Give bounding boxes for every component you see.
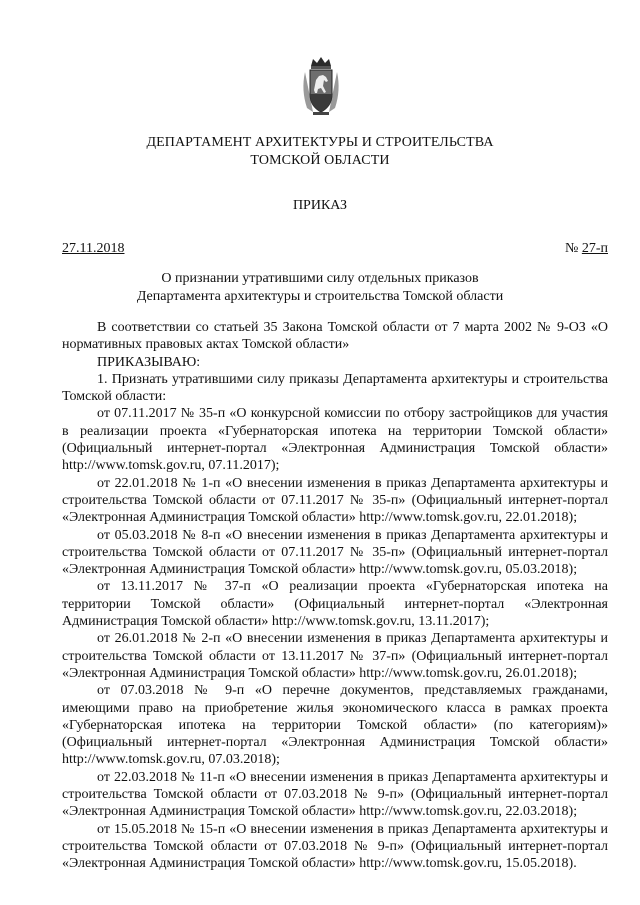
document-title [0, 270, 640, 306]
coat-of-arms-emblem [299, 56, 343, 116]
document-title-line2: Департамента архитектуры и строительства Томской области [136, 289, 504, 304]
repealed-order-item: от 26.01.2018 № 2-п «О внесении изменения в приказ Департамента архитектуры и строительства Томской области от 13.11.2017 № 37-п» (Официальный интернет-портал «Электронная Администрация Томской области» http://www.tomsk.gov.ru, 26.01.2018); [62, 631, 608, 681]
repealed-order-item: от 05.03.2018 № 8-п «О внесении изменения в приказ Департамента архитектуры и строительства Томской области от 07.11.2017 № 35-п» (Официальный интернет-портал «Электронная Администрация Томской области» http://www.tomsk.gov.ru, 05.03.2018); [62, 527, 608, 578]
document-body [62, 319, 608, 873]
repealed-order-item: от 22.03.2018 № 11-п «О внесении изменения в приказ Департамента архитектуры и строительства Томской области от 07.03.2018 № 9-п» (Официальный интернет-портал «Электронная Администрация Томской области» http://www.tomsk.gov.ru, 22.03.2018); [62, 769, 608, 820]
document-number-value: 27-п [581, 241, 608, 256]
preamble-paragraph: В соответствии со статьей 35 Закона Томской области от 7 марта 2002 № 9-ОЗ «О нормативных правовых актах Томской области» [62, 320, 608, 353]
organization-name-line2: ТОМСКОЙ ОБЛАСТИ [250, 153, 390, 168]
repealed-order-item: от 13.11.2017 № 37-п «О реализации проекта «Губернаторская ипотека на территории Томской области» (Официальный интернет-портал «Электронная Администрация Томской области» http://www.tomsk.gov.ru, 13.11.2017); [62, 579, 608, 630]
organization-name-line1: ДЕПАРТАМЕНТ АРХИТЕКТУРЫ И СТРОИТЕЛЬСТВА [146, 135, 494, 150]
repealed-order-item: от 07.11.2017 № 35-п «О конкурсной комиссии по отбору застройщиков для участия в реализации проекта «Губернаторская ипотека на территории Томской области» (Официальный интернет-портал «Электронная Администрация Томской области» http://www.tomsk.gov.ru, 07.11.2017); [62, 406, 608, 474]
order-word: ПРИКАЗЫВАЮ: [97, 354, 201, 370]
repealed-order-item: от 07.03.2018 № 9-п «О перечне документов, представляемых гражданами, имеющими право на приобретение жилья экономического класса в рамках проекта «Губернаторская ипотека на территории Томской области» (по категориям)» (Официальный интернет-портал «Электронная Администрация Томской области» http://www.tomsk.gov.ru, 07.03.2018); [62, 683, 608, 768]
document-title-line1: О признании утратившими силу отдельных приказов [161, 271, 479, 286]
item-1-paragraph: 1. Признать утратившими силу приказы Департамента архитектуры и строительства Томской области: [62, 371, 608, 405]
document-number-prefix: № [564, 241, 582, 256]
document-type: ПРИКАЗ [292, 198, 348, 213]
document-number [565, 241, 608, 257]
repealed-order-item: от 22.01.2018 № 1-п «О внесении изменения в приказ Департамента архитектуры и строительства Томской области от 07.11.2017 № 35-п» (Официальный интернет-портал «Электронная Администрация Томской области» http://www.tomsk.gov.ru, 22.01.2018); [62, 475, 608, 526]
document-date: 27.11.2018 [62, 241, 125, 256]
repealed-order-item: от 15.05.2018 № 15-п «О внесении изменения в приказ Департамента архитектуры и строительства Томской области от 07.03.2018 № 9-п» (Официальный интернет-портал «Электронная Администрация Томской области» http://www.tomsk.gov.ru, 15.05.2018). [62, 821, 608, 872]
